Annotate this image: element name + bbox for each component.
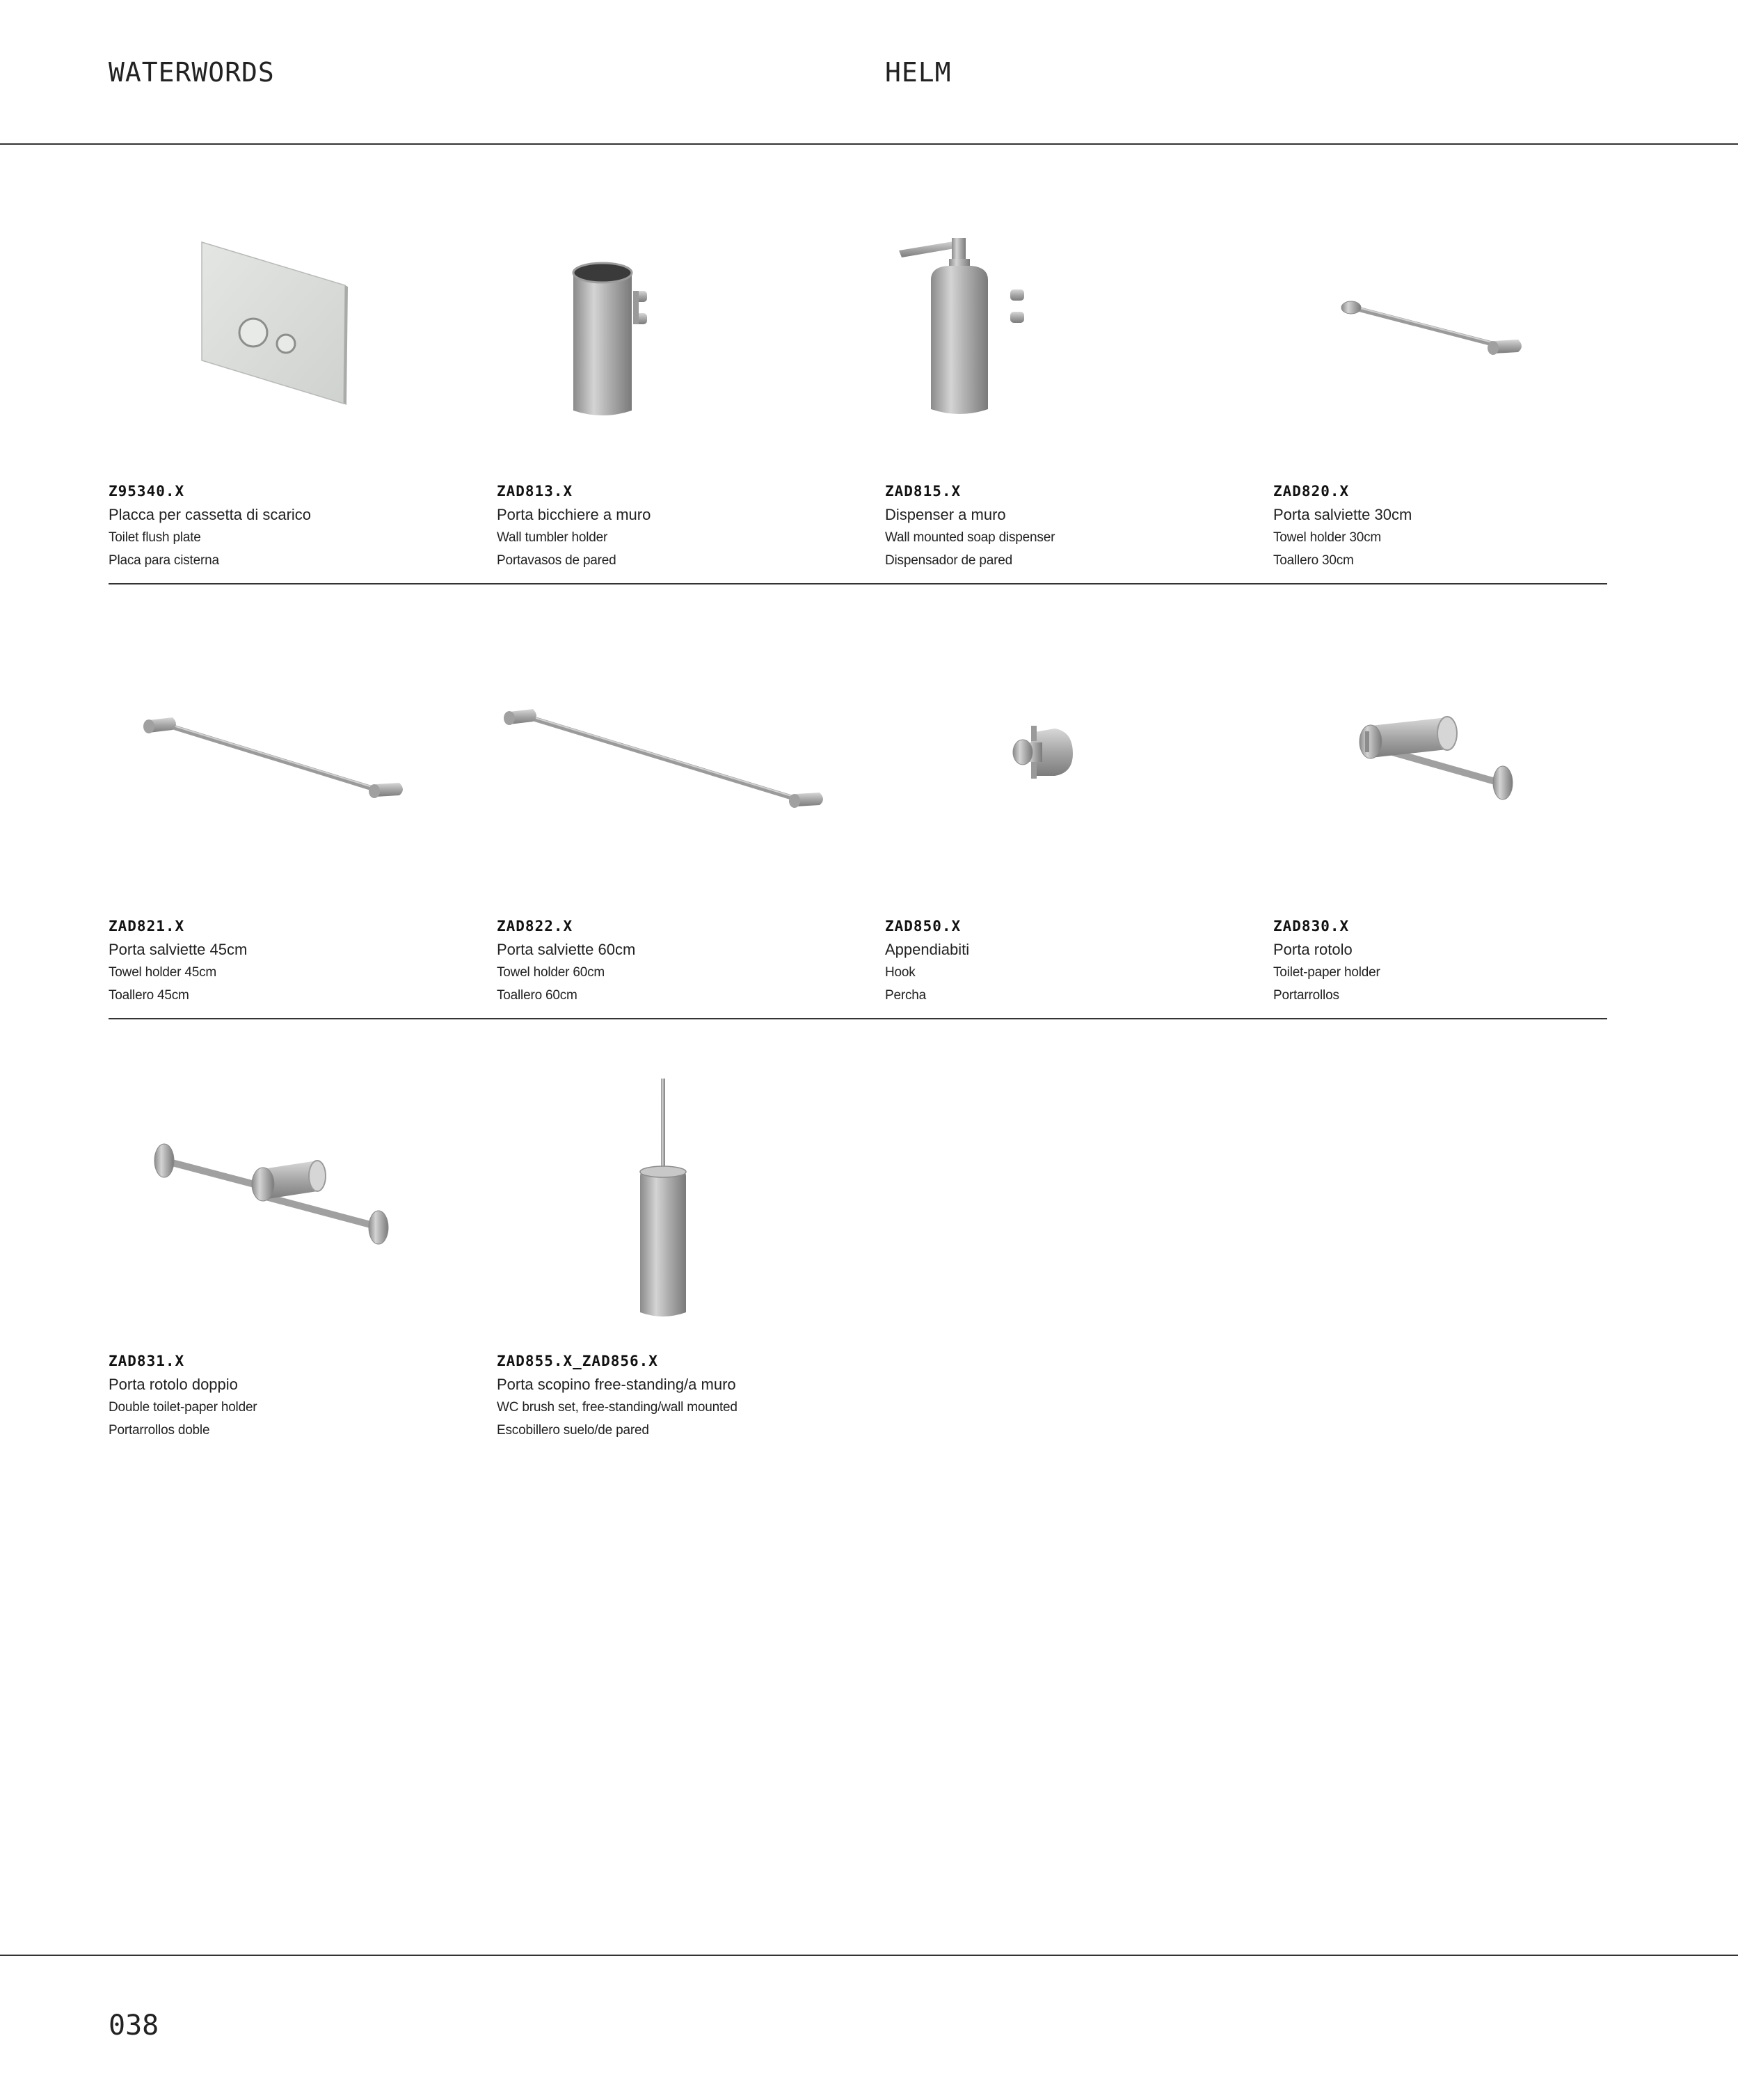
product-name-es: Portavasos de pared (497, 553, 616, 568)
product-name-it: Porta rotolo (1273, 941, 1353, 958)
product-name-it: Porta salviette 45cm (109, 941, 248, 958)
header-rule (0, 143, 1738, 145)
tumbler-holder-image (497, 237, 872, 431)
flush-plate-image (109, 237, 484, 431)
towel-holder-45-image (109, 671, 484, 866)
product-code: ZAD822.X (497, 918, 573, 934)
product-name-es: Escobillero suelo/de pared (497, 1423, 649, 1438)
product-name-en: Towel holder 30cm (1273, 530, 1382, 545)
product-name-es: Portarrollos doble (109, 1423, 210, 1438)
product-code: ZAD830.X (1273, 918, 1350, 934)
brand-name: WATERWORDS (109, 57, 275, 88)
product-name-en: Towel holder 60cm (497, 965, 605, 980)
towel-holder-60-image (497, 671, 872, 866)
product-name-es: Dispensador de pared (885, 553, 1012, 568)
footer-rule (0, 1955, 1738, 1956)
product-name-en: Wall tumbler holder (497, 530, 608, 545)
product-name-es: Toallero 45cm (109, 988, 189, 1003)
soap-dispenser-image (885, 237, 1261, 431)
product-code: ZAD831.X (109, 1353, 185, 1369)
toilet-paper-holder-image (1273, 671, 1649, 866)
product-code: ZAD820.X (1273, 483, 1350, 500)
product-name-en: Towel holder 45cm (109, 965, 217, 980)
product-name-en: Toilet flush plate (109, 530, 201, 545)
product-name-it: Dispenser a muro (885, 506, 1006, 523)
product-name-it: Placca per cassetta di scarico (109, 506, 312, 523)
towel-holder-30-image (1273, 237, 1649, 431)
product-name-es: Portarrollos (1273, 988, 1339, 1003)
product-name-en: Double toilet-paper holder (109, 1400, 257, 1415)
page-number: 038 (109, 2010, 159, 2042)
product-name-en: WC brush set, free-standing/wall mounted (497, 1400, 738, 1415)
double-toilet-paper-holder-image (109, 1079, 484, 1273)
product-name-es: Toallero 30cm (1273, 553, 1354, 568)
product-code: ZAD815.X (885, 483, 962, 500)
product-name-it: Porta salviette 60cm (497, 941, 636, 958)
product-name-es: Toallero 60cm (497, 988, 577, 1003)
product-name-it: Porta salviette 30cm (1273, 506, 1412, 523)
row-divider (109, 1018, 1607, 1019)
product-code: ZAD813.X (497, 483, 573, 500)
product-name-en: Hook (885, 965, 916, 980)
product-name-en: Toilet-paper holder (1273, 965, 1380, 980)
row-divider (109, 583, 1607, 584)
product-name-it: Porta rotolo doppio (109, 1376, 238, 1393)
product-name-es: Placa para cisterna (109, 553, 219, 568)
collection-name: HELM (885, 57, 952, 88)
product-name-es: Percha (885, 988, 927, 1003)
product-code: Z95340.X (109, 483, 185, 500)
hook-image (885, 671, 1261, 866)
product-name-it: Porta bicchiere a muro (497, 506, 651, 523)
product-code: ZAD850.X (885, 918, 962, 934)
product-code: ZAD855.X_ZAD856.X (497, 1353, 658, 1369)
product-name-en: Wall mounted soap dispenser (885, 530, 1055, 545)
product-code: ZAD821.X (109, 918, 185, 934)
product-name-it: Appendiabiti (885, 941, 970, 958)
product-name-it: Porta scopino free-standing/a muro (497, 1376, 736, 1393)
wc-brush-set-image (497, 1079, 872, 1329)
